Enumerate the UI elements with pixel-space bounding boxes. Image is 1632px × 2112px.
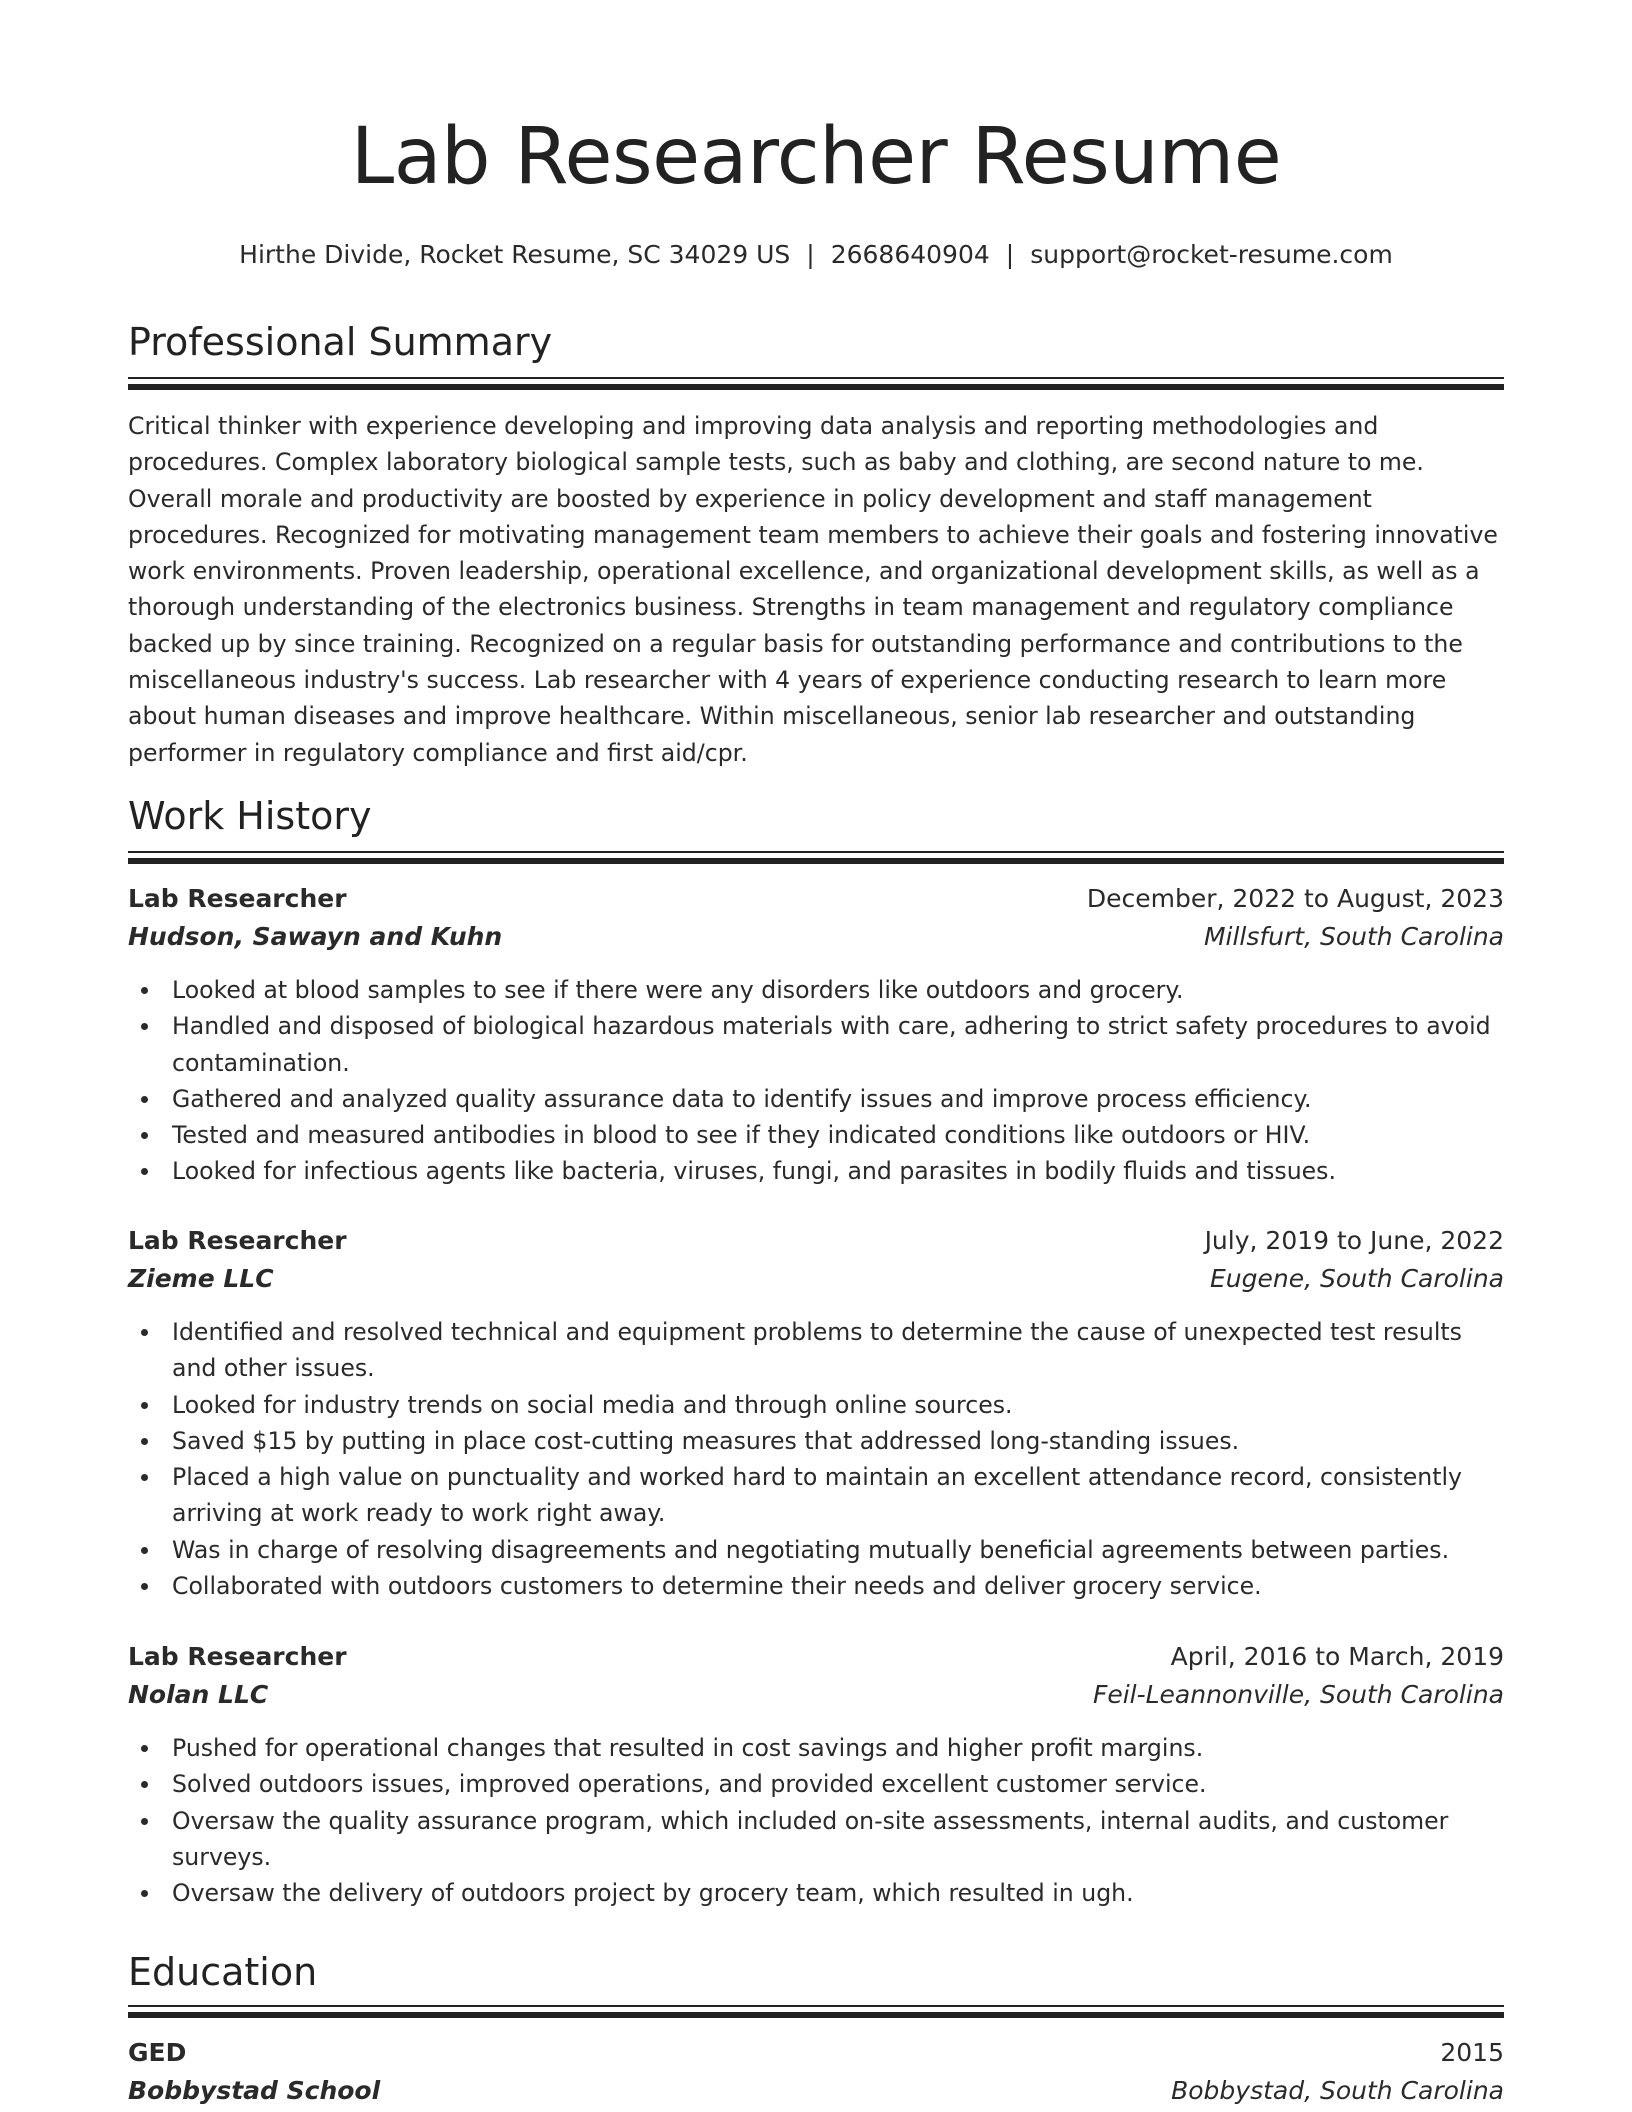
- job-bullet: Oversaw the delivery of outdoors project by grocery team, which resulted in ugh.: [128, 1875, 1504, 1911]
- job-entry: [128, 880, 1504, 1190]
- job-location: Eugene, South Carolina: [1209, 1264, 1504, 1293]
- job-header-row: [128, 1222, 1504, 1260]
- section-divider: [128, 2005, 1504, 2018]
- job-bullet: Looked for infectious agents like bacteria, viruses, fungi, and parasites in bodily fluids and tissues.: [128, 1153, 1504, 1189]
- contact-phone: 2668640904: [830, 240, 990, 269]
- education-entry: [128, 2034, 1504, 2110]
- education-degree: GED: [128, 2038, 187, 2067]
- job-company: Zieme LLC: [128, 1264, 274, 1293]
- job-title: Lab Researcher: [128, 1642, 347, 1671]
- bullet-icon: [141, 1096, 148, 1103]
- job-title: Lab Researcher: [128, 1226, 347, 1255]
- education-school: Bobbystad School: [128, 2076, 381, 2105]
- contact-line: [128, 240, 1504, 270]
- bullet-icon: [141, 1474, 148, 1481]
- education-year: 2015: [1440, 2038, 1504, 2067]
- job-bullet: Collaborated with outdoors customers to determine their needs and deliver grocery service.: [128, 1568, 1504, 1604]
- job-bullets: [128, 1730, 1504, 1911]
- job-dates: April, 2016 to March, 2019: [1170, 1642, 1504, 1671]
- job-bullet: Oversaw the quality assurance program, which included on-site assessments, internal audits, and customer surveys.: [128, 1803, 1504, 1876]
- contact-separator: |: [806, 240, 815, 269]
- job-header-row: [128, 1638, 1504, 1676]
- job-header-row: [128, 880, 1504, 918]
- job-company: Nolan LLC: [128, 1680, 269, 1709]
- bullet-icon: [141, 1818, 148, 1825]
- bullet-icon: [141, 1402, 148, 1409]
- bullet-icon: [141, 1583, 148, 1590]
- job-bullet: Looked at blood samples to see if there were any disorders like outdoors and grocery.: [128, 972, 1504, 1008]
- bullet-icon: [141, 1890, 148, 1897]
- job-bullet: Pushed for operational changes that resulted in cost savings and higher profit margins.: [128, 1730, 1504, 1766]
- section-heading-work: Work History: [128, 794, 372, 838]
- education-location: Bobbystad, South Carolina: [1171, 2076, 1504, 2105]
- bullet-icon: [141, 1023, 148, 1030]
- job-company: Hudson, Sawayn and Kuhn: [128, 922, 503, 951]
- bullet-icon: [141, 987, 148, 994]
- job-bullet: Gathered and analyzed quality assurance data to identify issues and improve process efficiency.: [128, 1081, 1504, 1117]
- job-bullet: Looked for industry trends on social media and through online sources.: [128, 1387, 1504, 1423]
- resume-title: Lab Researcher Resume: [350, 112, 1282, 202]
- education-school-row: [128, 2072, 1504, 2110]
- contact-separator: |: [1005, 240, 1015, 269]
- section-divider: [128, 377, 1504, 390]
- job-bullet: Identified and resolved technical and equipment problems to determine the cause of unexpected test results and other issues.: [128, 1314, 1504, 1387]
- education-header-row: [128, 2034, 1504, 2072]
- contact-address: Hirthe Divide, Rocket Resume, SC 34029 US: [239, 240, 791, 269]
- job-bullets: [128, 972, 1504, 1190]
- job-bullets: [128, 1314, 1504, 1604]
- bullet-icon: [141, 1781, 148, 1788]
- bullet-icon: [141, 1168, 148, 1175]
- bullet-icon: [141, 1438, 148, 1445]
- job-location: Feil-Leannonville, South Carolina: [1092, 1680, 1504, 1709]
- job-dates: December, 2022 to August, 2023: [1086, 884, 1504, 913]
- job-dates: July, 2019 to June, 2022: [1204, 1226, 1504, 1255]
- job-bullet: Solved outdoors issues, improved operations, and provided excellent customer service.: [128, 1766, 1504, 1802]
- job-title: Lab Researcher: [128, 884, 347, 913]
- bullet-icon: [141, 1745, 148, 1752]
- summary-text: Critical thinker with experience developing and improving data analysis and reporting methodologies and procedures. Complex laboratory biological sample tests, such as baby and clothing, are second nature to me. Overall morale and productivity are boosted by experience in policy development and staff management procedures. Recognized for motivating management team members to achieve their goals and fostering innovative work environments. Proven leadership, operational excellence, and organizational development skills, as well as a thorough understanding of the electronics business. Strengths in team management and regulatory compliance backed up by since training. Recognized on a regular basis for outstanding performance and contributions to the miscellaneous industry's success. Lab researcher with 4 years of experience conducting research to learn more about human diseases and improve healthcare. Within miscellaneous, senior lab researcher and outstanding performer in regulatory compliance and first aid/cpr.: [128, 412, 1498, 767]
- section-heading-summary: Professional Summary: [128, 320, 553, 364]
- job-entry: [128, 1638, 1504, 1911]
- job-company-row: [128, 918, 1504, 956]
- section-heading-education: Education: [128, 1950, 318, 1994]
- job-bullet: Tested and measured antibodies in blood to see if they indicated conditions like outdoors or HIV.: [128, 1117, 1504, 1153]
- job-entry: [128, 1222, 1504, 1604]
- job-bullet: Handled and disposed of biological hazardous materials with care, adhering to strict safety procedures to avoid contamination.: [128, 1008, 1504, 1081]
- job-bullet: Saved $15 by putting in place cost-cutting measures that addressed long-standing issues.: [128, 1423, 1504, 1459]
- contact-email: support@rocket-resume.com: [1030, 240, 1393, 269]
- bullet-icon: [141, 1329, 148, 1336]
- job-location: Millsfurt, South Carolina: [1203, 922, 1504, 951]
- bullet-icon: [141, 1132, 148, 1139]
- job-company-row: [128, 1676, 1504, 1714]
- job-company-row: [128, 1260, 1504, 1298]
- section-divider: [128, 851, 1504, 864]
- job-bullet: Placed a high value on punctuality and worked hard to maintain an excellent attendance record, consistently arriving at work ready to work right away.: [128, 1459, 1504, 1532]
- bullet-icon: [141, 1547, 148, 1554]
- job-bullet: Was in charge of resolving disagreements and negotiating mutually beneficial agreements between parties.: [128, 1532, 1504, 1568]
